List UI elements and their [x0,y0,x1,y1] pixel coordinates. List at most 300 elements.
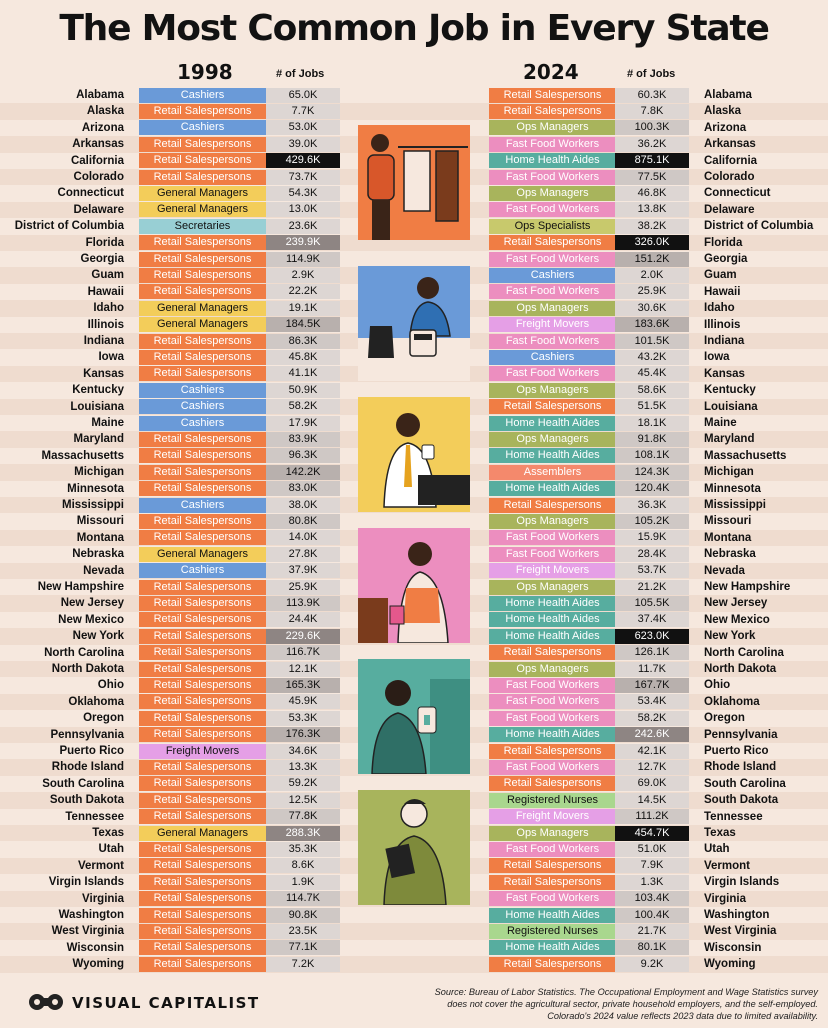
job-2024-cell: Freight Movers [489,809,616,824]
job-1998-cell: General Managers [139,301,266,316]
state-label-left: Indiana [83,335,124,347]
state-label-left: Kentucky [72,384,124,397]
job-1998-cell: Retail Salespersons [139,284,266,299]
job-2024-cell: Home Health Aides [489,727,616,742]
state-label-left: Louisiana [70,400,124,413]
state-label-left: Arkansas [72,138,124,151]
jobs-1998-value: 113.9K [266,596,340,611]
job-2024-cell: Assemblers [489,465,616,480]
jobs-2024-value: 124.3K [615,465,689,480]
table-row [0,251,828,267]
jobs-1998-value: 114.9K [266,252,340,267]
jobs-1998-value: 288.3K [266,826,340,841]
state-label-left: Oregon [83,712,124,725]
state-label-left: Washington [58,909,124,921]
job-1998-cell: General Managers [139,317,266,332]
job-2024-cell: Ops Managers [489,432,616,447]
jobs-2024-value: 37.4K [615,612,689,627]
state-label-right: Rhode Island [704,761,777,774]
job-1998-cell: General Managers [139,547,266,562]
table-row [0,956,828,972]
job-1998-cell: Cashiers [139,383,266,398]
jobs-1998-value: 80.8K [266,514,340,529]
job-1998-cell: Retail Salespersons [139,924,266,939]
jobs-2024-value: 7.8K [615,104,689,119]
visual-capitalist-logo-icon [28,990,64,1019]
jobs-1998-value: 83.9K [266,432,340,447]
job-2024-cell: Fast Food Workers [489,252,616,267]
job-2024-cell: Fast Food Workers [489,366,616,381]
job-2024-cell: Home Health Aides [489,612,616,627]
job-1998-cell: Retail Salespersons [139,580,266,595]
jobs-1998-value: 58.2K [266,399,340,414]
state-label-right: Michigan [704,466,754,479]
jobs-1998-value: 13.3K [266,760,340,775]
jobs-2024-value: 38.2K [615,219,689,234]
jobs-2024-value: 454.7K [615,826,689,841]
jobs-2024-value: 875.1K [615,153,689,168]
state-label-left: Mississippi [62,499,124,511]
state-label-left: District of Columbia [14,220,124,233]
state-label-right: Montana [704,531,752,544]
nurse-clipboard-icon [358,790,470,905]
jobs-2024-value: 108.1K [615,448,689,463]
job-2024-cell: Ops Managers [489,826,616,841]
state-label-left: Illinois [87,318,124,331]
job-2024-cell: Ops Managers [489,301,616,316]
state-label-right: Pennsylvania [704,728,778,741]
clothing-store-icon [358,125,470,240]
job-1998-cell: Retail Salespersons [139,694,266,709]
job-2024-cell: Retail Salespersons [489,776,616,791]
state-label-left: Vermont [77,859,124,872]
state-label-left: Iowa [98,351,124,364]
year-2024-header: 2024 [523,60,579,84]
state-label-left: Delaware [73,203,124,216]
jobs-1998-value: 65.0K [266,88,340,103]
state-label-right: Delaware [704,203,755,216]
table-row [0,940,828,956]
job-1998-cell: Cashiers [139,88,266,103]
jobs-2024-value: 242.6K [615,727,689,742]
table-row [0,907,828,923]
health-aide-icon [358,659,470,774]
cashier-register-icon [358,266,470,381]
jobs-2024-value: 103.4K [615,891,689,906]
job-2024-cell: Freight Movers [489,563,616,578]
job-2024-cell: Ops Managers [489,383,616,398]
state-label-right: South Dakota [704,794,779,807]
state-label-right: Louisiana [704,400,758,413]
jobs-1998-value: 25.9K [266,580,340,595]
jobs-1998-value: 239.9K [266,235,340,250]
jobs-1998-value: 8.6K [266,858,340,873]
job-1998-cell: Retail Salespersons [139,252,266,267]
jobs-1998-value: 7.2K [266,957,340,972]
jobs-1998-value: 53.3K [266,711,340,726]
job-1998-cell: General Managers [139,186,266,201]
job-2024-cell: Home Health Aides [489,629,616,644]
jobs-1998-value: 12.1K [266,662,340,677]
state-label-left: Arizona [81,121,124,134]
jobs-1998-value: 86.3K [266,334,340,349]
state-label-right: West Virginia [704,925,777,938]
jobs-1998-value: 429.6K [266,153,340,168]
jobs-1998-value: 53.0K [266,120,340,135]
jobs-1998-value: 34.6K [266,744,340,759]
state-label-left: Kansas [83,367,124,380]
jobs-1998-value: 45.8K [266,350,340,365]
state-label-right: Connecticut [704,187,771,200]
state-label-right: Arkansas [704,138,756,151]
job-1998-cell: Retail Salespersons [139,596,266,611]
jobs-1998-value: 229.6K [266,629,340,644]
year-1998-header: 1998 [177,60,233,84]
jobs-2024-value: 21.2K [615,580,689,595]
job-2024-cell: Fast Food Workers [489,547,616,562]
job-1998-cell: Retail Salespersons [139,793,266,808]
state-label-left: Maine [91,417,124,429]
state-label-right: Iowa [704,351,730,364]
job-2024-cell: Ops Specialists [489,219,616,234]
state-label-left: Oklahoma [68,695,124,708]
jobs-2024-value: 7.9K [615,858,689,873]
job-1998-cell: Retail Salespersons [139,662,266,677]
state-label-left: Georgia [80,253,124,265]
state-label-right: Alaska [704,105,742,118]
job-2024-cell: Retail Salespersons [489,104,616,119]
jobs-1998-value: 37.9K [266,563,340,578]
state-label-left: Maryland [73,433,124,446]
job-1998-cell: General Managers [139,826,266,841]
jobs-1998-value: 19.1K [266,301,340,316]
jobs-1998-value: 59.2K [266,776,340,791]
state-label-right: Puerto Rico [704,745,769,757]
job-2024-cell: Retail Salespersons [489,875,616,890]
state-label-right: Oregon [704,712,745,725]
jobs-1998-header: # of Jobs [276,68,325,80]
job-1998-cell: Retail Salespersons [139,908,266,923]
job-1998-cell: Retail Salespersons [139,678,266,693]
jobs-1998-value: 50.9K [266,383,340,398]
job-2024-cell: Retail Salespersons [489,235,616,250]
source-line: Colorado's 2024 value reflects 2023 data due to limited availability. [547,1011,818,1021]
jobs-2024-value: 183.6K [615,317,689,332]
state-label-right: Tennessee [704,810,763,823]
state-label-right: New York [704,630,756,643]
jobs-1998-value: 23.6K [266,219,340,234]
state-label-left: Rhode Island [51,761,124,774]
job-1998-cell: Retail Salespersons [139,366,266,381]
table-row [0,103,828,119]
state-label-right: Washington [704,909,770,921]
job-2024-cell: Fast Food Workers [489,202,616,217]
state-label-left: Colorado [73,171,124,183]
state-label-left: Hawaii [87,285,124,298]
state-label-right: Nevada [704,564,745,577]
state-label-right: District of Columbia [704,220,814,233]
job-1998-cell: Retail Salespersons [139,448,266,463]
job-1998-cell: Retail Salespersons [139,481,266,496]
state-label-left: Florida [85,236,124,249]
state-label-right: Minnesota [704,482,761,495]
job-1998-cell: Retail Salespersons [139,727,266,742]
state-label-right: Idaho [704,302,735,315]
state-label-left: South Dakota [49,794,124,807]
job-1998-cell: Retail Salespersons [139,153,266,168]
job-2024-cell: Retail Salespersons [489,399,616,414]
jobs-1998-value: 116.7K [266,645,340,660]
job-1998-cell: Cashiers [139,120,266,135]
job-2024-cell: Retail Salespersons [489,88,616,103]
state-label-left: Massachusetts [41,449,124,462]
jobs-1998-value: 27.8K [266,547,340,562]
jobs-2024-value: 42.1K [615,744,689,759]
jobs-1998-value: 12.5K [266,793,340,808]
state-label-right: Massachusetts [704,449,787,462]
state-label-right: Georgia [704,253,748,265]
job-2024-cell: Home Health Aides [489,596,616,611]
jobs-1998-value: 41.1K [266,366,340,381]
job-1998-cell: Retail Salespersons [139,842,266,857]
job-2024-cell: Cashiers [489,268,616,283]
state-label-left: Wisconsin [66,941,124,954]
state-label-left: Nebraska [72,548,124,561]
job-2024-cell: Home Health Aides [489,416,616,431]
job-2024-cell: Retail Salespersons [489,498,616,513]
state-label-left: Michigan [74,466,124,479]
jobs-2024-value: 30.6K [615,301,689,316]
jobs-1998-value: 24.4K [266,612,340,627]
jobs-2024-value: 80.1K [615,940,689,955]
state-label-left: Connecticut [57,187,124,200]
jobs-1998-value: 22.2K [266,284,340,299]
jobs-1998-value: 165.3K [266,678,340,693]
state-label-right: Utah [704,843,730,856]
job-2024-cell: Fast Food Workers [489,891,616,906]
state-label-right: Maine [704,417,737,429]
jobs-2024-value: 51.0K [615,842,689,857]
jobs-2024-value: 58.2K [615,711,689,726]
job-2024-cell: Home Health Aides [489,940,616,955]
job-2024-cell: Fast Food Workers [489,530,616,545]
state-label-left: Idaho [93,302,124,315]
state-label-left: California [70,154,124,167]
state-label-left: West Virginia [51,925,124,938]
jobs-2024-value: 1.3K [615,875,689,890]
state-label-right: New Hampshire [704,581,791,593]
state-label-left: Minnesota [67,482,124,495]
jobs-2024-value: 77.5K [615,170,689,185]
brand-name: VISUAL CAPITALIST [72,994,260,1012]
job-1998-cell: Retail Salespersons [139,137,266,152]
state-label-right: Wisconsin [704,941,762,954]
jobs-2024-value: 9.2K [615,957,689,972]
jobs-2024-value: 101.5K [615,334,689,349]
job-2024-cell: Home Health Aides [489,908,616,923]
state-label-right: South Carolina [704,777,786,790]
state-label-right: California [704,154,758,167]
state-label-right: Missouri [704,515,752,528]
table-row [0,923,828,939]
jobs-1998-value: 39.0K [266,137,340,152]
state-label-right: North Carolina [704,646,784,659]
jobs-1998-value: 96.3K [266,448,340,463]
job-2024-cell: Cashiers [489,350,616,365]
job-1998-cell: Retail Salespersons [139,776,266,791]
jobs-1998-value: 14.0K [266,530,340,545]
jobs-1998-value: 184.5K [266,317,340,332]
jobs-2024-value: 36.3K [615,498,689,513]
state-label-left: Ohio [97,679,124,692]
job-1998-cell: Retail Salespersons [139,268,266,283]
source-line: does not cover the agricultural sector, private household employers, and the self-employed. [447,999,818,1009]
state-label-right: Arizona [704,121,747,134]
jobs-2024-value: 36.2K [615,137,689,152]
job-2024-cell: Fast Food Workers [489,711,616,726]
jobs-2024-value: 58.6K [615,383,689,398]
job-2024-cell: Retail Salespersons [489,744,616,759]
state-label-left: Utah [98,843,124,856]
jobs-1998-value: 90.8K [266,908,340,923]
job-1998-cell: Retail Salespersons [139,235,266,250]
job-2024-cell: Fast Food Workers [489,842,616,857]
state-label-left: Nevada [83,564,124,577]
jobs-1998-value: 54.3K [266,186,340,201]
state-label-right: Oklahoma [704,695,760,708]
job-2024-cell: Ops Managers [489,186,616,201]
state-label-left: North Dakota [51,663,124,675]
job-2024-cell: Freight Movers [489,317,616,332]
job-1998-cell: Retail Salespersons [139,645,266,660]
state-label-left: Alabama [76,89,124,101]
jobs-1998-value: 77.1K [266,940,340,955]
job-2024-cell: Fast Food Workers [489,284,616,299]
office-manager-icon [358,397,470,512]
jobs-2024-value: 46.8K [615,186,689,201]
jobs-1998-value: 35.3K [266,842,340,857]
jobs-2024-value: 53.7K [615,563,689,578]
jobs-2024-value: 43.2K [615,350,689,365]
jobs-2024-value: 45.4K [615,366,689,381]
state-label-right: Illinois [704,318,741,331]
job-2024-cell: Fast Food Workers [489,694,616,709]
state-label-left: North Carolina [44,646,124,659]
state-label-left: Missouri [76,515,124,528]
state-label-right: Maryland [704,433,755,446]
state-label-right: North Dakota [704,663,777,675]
state-label-left: Wyoming [72,958,124,971]
state-label-left: Alaska [86,105,124,118]
jobs-2024-value: 91.8K [615,432,689,447]
jobs-1998-value: 13.0K [266,202,340,217]
state-label-left: Guam [91,269,124,282]
jobs-2024-value: 126.1K [615,645,689,660]
job-1998-cell: Retail Salespersons [139,809,266,824]
jobs-1998-value: 7.7K [266,104,340,119]
jobs-1998-value: 1.9K [266,875,340,890]
jobs-2024-value: 13.8K [615,202,689,217]
state-label-right: Vermont [704,859,751,872]
jobs-2024-header: # of Jobs [627,68,676,80]
jobs-2024-value: 28.4K [615,547,689,562]
jobs-2024-value: 151.2K [615,252,689,267]
job-2024-cell: Fast Food Workers [489,334,616,349]
jobs-2024-value: 326.0K [615,235,689,250]
state-label-right: Guam [704,269,737,282]
jobs-1998-value: 142.2K [266,465,340,480]
state-label-right: Alabama [704,89,752,101]
job-1998-cell: Cashiers [139,416,266,431]
job-1998-cell: Retail Salespersons [139,711,266,726]
state-label-right: Colorado [704,171,755,183]
state-label-left: Virginia [82,892,124,905]
state-label-right: Mississippi [704,499,766,511]
state-label-left: Texas [92,827,124,839]
state-label-right: New Jersey [704,597,768,610]
jobs-2024-value: 18.1K [615,416,689,431]
jobs-2024-value: 21.7K [615,924,689,939]
state-label-right: Nebraska [704,548,756,561]
state-label-left: New Hampshire [37,581,124,593]
jobs-1998-value: 176.3K [266,727,340,742]
state-label-right: Virginia [704,892,746,905]
jobs-1998-value: 2.9K [266,268,340,283]
job-1998-cell: Retail Salespersons [139,530,266,545]
job-1998-cell: Retail Salespersons [139,858,266,873]
jobs-2024-value: 120.4K [615,481,689,496]
state-label-left: Virgin Islands [48,876,124,889]
job-2024-cell: Ops Managers [489,662,616,677]
barista-icon [358,528,470,643]
job-1998-cell: Retail Salespersons [139,875,266,890]
job-1998-cell: Cashiers [139,498,266,513]
job-1998-cell: Retail Salespersons [139,170,266,185]
job-1998-cell: Retail Salespersons [139,104,266,119]
state-label-left: South Carolina [42,777,124,790]
job-2024-cell: Home Health Aides [489,481,616,496]
jobs-1998-value: 114.7K [266,891,340,906]
jobs-1998-value: 23.5K [266,924,340,939]
jobs-1998-value: 83.0K [266,481,340,496]
jobs-2024-value: 25.9K [615,284,689,299]
jobs-1998-value: 38.0K [266,498,340,513]
job-1998-cell: Retail Salespersons [139,514,266,529]
jobs-2024-value: 100.4K [615,908,689,923]
state-label-right: Ohio [704,679,731,692]
job-1998-cell: Retail Salespersons [139,957,266,972]
job-1998-cell: Retail Salespersons [139,760,266,775]
job-2024-cell: Home Health Aides [489,448,616,463]
job-1998-cell: Secretaries [139,219,266,234]
job-2024-cell: Ops Managers [489,514,616,529]
jobs-2024-value: 623.0K [615,629,689,644]
state-label-right: Florida [704,236,743,249]
state-label-left: New York [72,630,124,643]
job-2024-cell: Ops Managers [489,580,616,595]
job-1998-cell: Retail Salespersons [139,350,266,365]
jobs-2024-value: 12.7K [615,760,689,775]
state-label-right: Texas [704,827,736,839]
state-label-right: New Mexico [704,613,770,626]
state-label-left: New Mexico [58,613,124,626]
jobs-2024-value: 14.5K [615,793,689,808]
job-1998-cell: Retail Salespersons [139,612,266,627]
state-label-left: New Jersey [60,597,124,610]
job-2024-cell: Retail Salespersons [489,957,616,972]
job-2024-cell: Home Health Aides [489,153,616,168]
state-label-right: Kansas [704,367,745,380]
